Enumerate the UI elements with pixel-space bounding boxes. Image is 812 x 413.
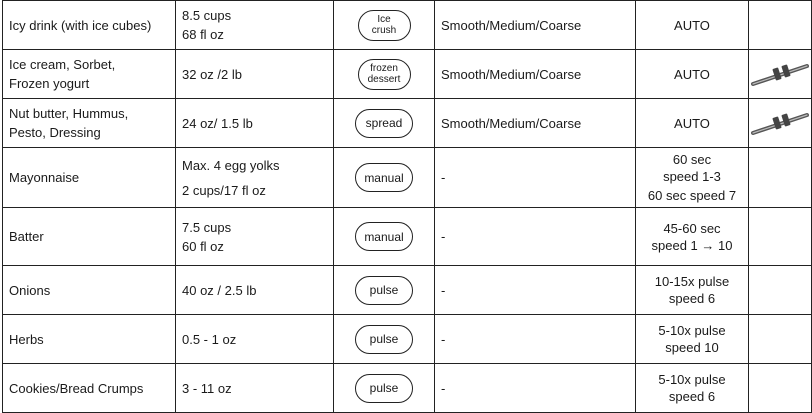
table-row xyxy=(3,364,812,413)
food-text: Nut butter, Hummus, xyxy=(9,106,129,121)
quantity-text: 60 fl oz xyxy=(182,238,224,254)
quantity-cell xyxy=(176,148,334,208)
program-button-icon xyxy=(358,10,411,41)
quantity-text: Max. 4 egg yolks xyxy=(182,157,280,173)
accessory-cell xyxy=(749,148,812,208)
accessory-cell xyxy=(749,208,812,266)
texture-cell: - xyxy=(435,208,636,266)
program-label: crush xyxy=(371,25,397,36)
blending-guide-table xyxy=(2,0,812,413)
time-speed-cell xyxy=(636,266,749,315)
table-row xyxy=(3,315,812,364)
food-text: Ice cream, Sorbet, xyxy=(9,57,116,72)
program-cell xyxy=(334,1,435,50)
texture-cell: - xyxy=(435,148,636,208)
quantity-cell xyxy=(176,315,334,364)
tamper-icon xyxy=(750,59,810,89)
quantity-cell xyxy=(176,1,334,50)
time-speed-cell xyxy=(636,315,749,364)
quantity-text: 0.5 - 1 oz xyxy=(182,331,237,347)
tamper-icon xyxy=(750,108,810,138)
program-cell xyxy=(334,364,435,413)
quantity-cell xyxy=(176,364,334,413)
food-cell xyxy=(3,1,176,50)
program-label: dessert xyxy=(367,74,401,85)
quantity-cell xyxy=(176,99,334,148)
accessory-cell xyxy=(749,315,812,364)
time-speed-cell xyxy=(636,99,749,148)
time-speed-text: 45-60 sec xyxy=(663,220,721,236)
food-text: Mayonnaise xyxy=(9,170,80,185)
program-label: frozen xyxy=(370,63,398,74)
program-cell xyxy=(334,148,435,208)
program-button-icon xyxy=(355,109,413,138)
food-text: Icy drink (with ice cubes) xyxy=(9,17,152,33)
program-label: pulse xyxy=(369,381,399,395)
texture-cell: - xyxy=(435,364,636,413)
time-speed-text: 60 sec speed 7 xyxy=(647,188,737,203)
table-row xyxy=(3,99,812,148)
quantity-text: 68 fl oz xyxy=(182,27,224,42)
time-speed-text: AUTO xyxy=(674,17,710,33)
program-label: manual xyxy=(364,229,404,244)
food-cell xyxy=(3,364,176,413)
program-cell xyxy=(334,266,435,315)
quantity-cell xyxy=(176,208,334,266)
food-text: Cookies/Bread Crumps xyxy=(9,380,144,396)
texture-cell: - xyxy=(435,315,636,364)
time-speed-text: AUTO xyxy=(674,66,710,82)
quantity-text: 40 oz / 2.5 lb xyxy=(182,282,257,298)
accessory-cell xyxy=(749,364,812,413)
time-speed-text: 10-15x pulse xyxy=(654,274,730,289)
accessory-cell xyxy=(749,99,812,148)
table-row xyxy=(3,208,812,266)
time-speed-cell xyxy=(636,1,749,50)
time-speed-cell xyxy=(636,148,749,208)
time-speed-cell xyxy=(636,50,749,99)
time-speed-text: AUTO xyxy=(674,115,710,131)
food-text: Frozen yogurt xyxy=(9,76,90,91)
time-speed-text: 60 sec xyxy=(672,152,712,167)
program-button-icon xyxy=(355,163,413,192)
program-button-icon xyxy=(355,276,413,305)
quantity-text: 8.5 cups xyxy=(182,8,232,23)
food-cell xyxy=(3,148,176,208)
food-cell xyxy=(3,266,176,315)
time-speed-text: speed 6 xyxy=(668,389,716,404)
program-button-icon xyxy=(355,222,413,251)
program-label: spread xyxy=(365,116,403,130)
texture-cell: Smooth/Medium/Coarse xyxy=(435,50,636,99)
table-row xyxy=(3,1,812,50)
texture-cell: Smooth/Medium/Coarse xyxy=(435,1,636,50)
time-speed-text: speed 10 xyxy=(665,340,719,355)
program-cell xyxy=(334,50,435,99)
time-speed-text: 5-10x pulse xyxy=(658,323,726,338)
accessory-cell xyxy=(749,1,812,50)
quantity-text: 24 oz/ 1.5 lb xyxy=(182,115,253,131)
program-cell xyxy=(334,208,435,266)
program-button-icon xyxy=(358,59,411,90)
quantity-text: 2 cups/17 fl oz xyxy=(182,182,266,198)
program-cell xyxy=(334,315,435,364)
time-speed-text: speed 1 → 10 xyxy=(651,237,733,253)
food-cell xyxy=(3,99,176,148)
texture-cell: - xyxy=(435,266,636,315)
food-cell xyxy=(3,50,176,99)
food-cell xyxy=(3,208,176,266)
time-speed-text: speed 6 xyxy=(668,291,716,306)
time-speed-text: 5-10x pulse xyxy=(658,372,726,387)
program-button-icon xyxy=(355,374,413,403)
time-speed-cell xyxy=(636,364,749,413)
program-cell xyxy=(334,99,435,148)
time-speed-text: speed 1-3 xyxy=(663,169,721,184)
quantity-text: 7.5 cups xyxy=(182,219,232,235)
food-text: Onions xyxy=(9,282,51,298)
program-label: pulse xyxy=(369,332,399,346)
table-row xyxy=(3,50,812,99)
food-text: Pesto, Dressing xyxy=(9,125,101,140)
quantity-text: 32 oz /2 lb xyxy=(182,66,242,82)
program-button-icon xyxy=(355,325,413,354)
quantity-cell xyxy=(176,266,334,315)
program-label: Ice xyxy=(377,14,391,25)
food-text: Herbs xyxy=(9,331,44,347)
program-label: pulse xyxy=(369,283,399,297)
program-label: manual xyxy=(364,170,404,185)
accessory-cell xyxy=(749,266,812,315)
quantity-cell xyxy=(176,50,334,99)
food-text: Batter xyxy=(9,229,44,244)
table-row xyxy=(3,266,812,315)
quantity-text: 3 - 11 oz xyxy=(182,380,232,396)
food-cell xyxy=(3,315,176,364)
time-speed-cell xyxy=(636,208,749,266)
table-row xyxy=(3,148,812,208)
accessory-cell xyxy=(749,50,812,99)
texture-cell: Smooth/Medium/Coarse xyxy=(435,99,636,148)
